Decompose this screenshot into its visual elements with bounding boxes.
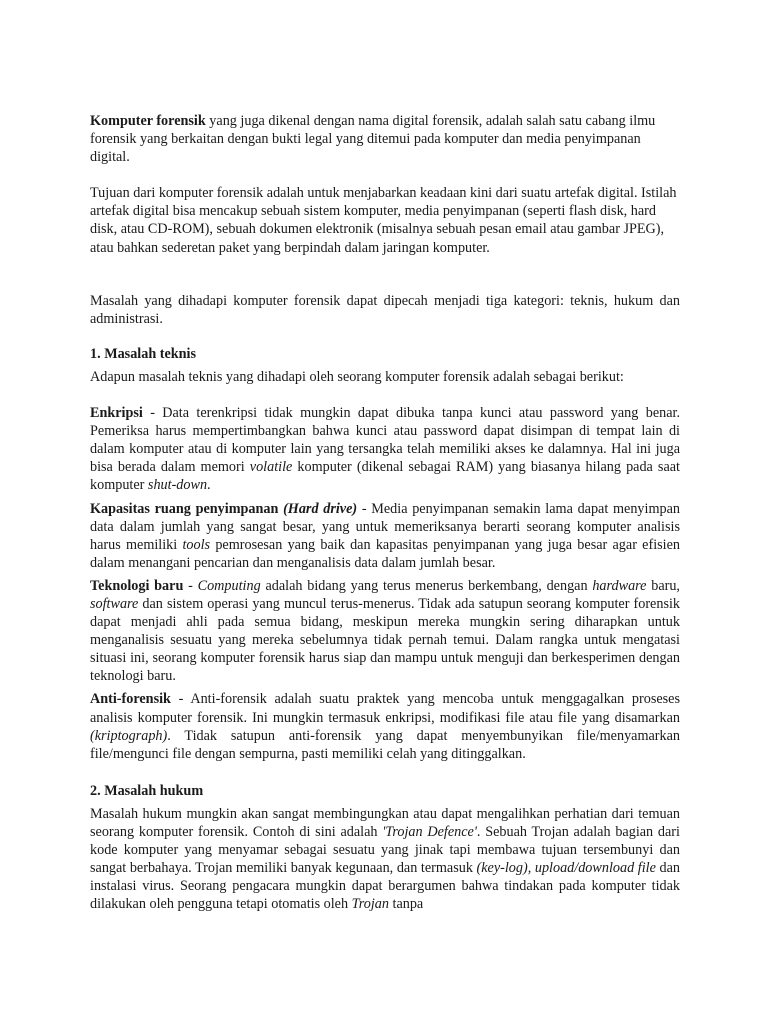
legal-italic-3: Trojan [351, 896, 389, 913]
storage-italic-1: tools [182, 536, 211, 553]
separator: - [142, 405, 163, 422]
storage-title: Kapasitas ruang penyimpanan [90, 500, 279, 517]
storage-title-italic: (Hard drive) [283, 500, 358, 517]
document-body [90, 112, 680, 913]
antiforensic-italic-1: (kriptograph) [90, 727, 168, 744]
storage-paragraph [90, 500, 680, 572]
intro-definition: yang juga dikenal dengan nama digital forensik, adalah salah satu cabang ilmu forensik yang berkaitan dengan bukti legal yang ditemui pada komputer dan media penyimpanan digital. [90, 113, 656, 166]
storage-text-1: Media penyimpanan semakin lama dapat menyimpan data dalam jumlah yang sangat besar, yang untuk memeriksanya berarti seorang komputer analisis harus memiliki [90, 500, 680, 553]
newtech-italic-3: software [90, 595, 139, 612]
legal-italic-2: (key-log), upload/download file [476, 860, 656, 877]
antiforensic-text-1: Anti-forensik adalah suatu praktek yang mencoba untuk menggagalkan proseses analisis komputer forensik. Ini mungkin termasuk enkripsi, modifikasi file atau file yang disamarkan [90, 691, 680, 726]
antiforensic-paragraph [90, 690, 680, 762]
legal-text-3: dan instalasi virus. Seorang pengacara mungkin dapat berargumen bahwa tindakan pada komputer tidak dilakukan oleh pengguna tetapi otomatis oleh [90, 860, 680, 913]
legal-text-2: . Sebuah Trojan adalah bagian dari kode komputer yang menyamar sebagai sesuatu yang jinak tapi membawa tujuan tersembunyi dan sangat berbahaya. Trojan memiliki banyak kegunaan, dan termasuk [90, 824, 680, 877]
problems-intro-paragraph: Masalah yang dihadapi komputer forensik dapat dipecah menjadi tiga kategori: teknis, hukum dan administrasi. [90, 292, 680, 327]
technical-intro-paragraph: Adapun masalah teknis yang dihadapi oleh seorang komputer forensik adalah sebagai berikut: [90, 368, 624, 385]
section-heading-technical: 1. Masalah teknis [90, 345, 197, 362]
encryption-text-2: komputer (dikenal sebagai RAM) yang biasanya hilang pada saat komputer [90, 459, 680, 494]
antiforensic-text-2: . Tidak satupun anti-forensik yang dapat menyembunyikan file/menyamarkan file/mengunci file dengan sempurna, pasti memiliki celah yang ditinggalkan. [90, 727, 680, 762]
intro-term: Komputer forensik [90, 113, 206, 129]
newtech-paragraph [90, 577, 680, 686]
legal-paragraph [90, 805, 680, 914]
newtech-text-1: adalah bidang yang terus menerus berkembang, dengan [260, 577, 593, 594]
intro-paragraph [90, 112, 680, 166]
encryption-italic-1: volatile [249, 459, 293, 476]
separator: - [183, 577, 198, 594]
storage-text-2: pemrosesan yang baik dan kapasitas penyimpanan yang juga besar agar efisien dalam menangani pencarian dan menganalisis data dalam jumlah besar. [90, 536, 680, 571]
legal-text-1: Masalah hukum mungkin akan sangat membingungkan atau dapat mengalihkan perhatian dari temuan seorang komputer forensik. Contoh di sini adalah [90, 805, 680, 840]
encryption-paragraph [90, 404, 680, 494]
section-heading-legal: 2. Masalah hukum [90, 782, 204, 799]
legal-text-4: tanpa [388, 896, 424, 913]
legal-italic-1: 'Trojan Defence' [382, 824, 477, 840]
encryption-italic-2: shut-down [147, 477, 208, 494]
antiforensic-title: Anti-forensik [90, 691, 171, 708]
separator: - [170, 691, 191, 708]
newtech-text-2: baru, [646, 577, 680, 594]
newtech-title: Teknologi baru [90, 577, 184, 594]
encryption-text-1: Data terenkripsi tidak mungkin dapat dibuka tanpa kunci atau password yang benar. Pemeriksa harus mempertimbangkan bahwa kunci atau password dapat disimpan di tempat lain di dalam komputer atau di komputer lain yang tersangka telah memiliki akses ke dalamnya. Hal ini juga bisa berada dalam memori [90, 405, 680, 476]
encryption-title: Enkripsi [90, 405, 143, 422]
separator: - [357, 500, 372, 517]
newtech-italic-2: hardware [592, 577, 647, 594]
newtech-italic-1: Computing [197, 577, 261, 594]
newtech-text-3: dan sistem operasi yang muncul terus-menerus. Tidak ada satupun seorang komputer forensik dapat menjadi ahli pada semua bidang, meskipun mereka mungkin sering diharapkan untuk menganalisis sesuatu yang mereka sebelumnya tidak pernah temui. Dalam rangka untuk mengatasi situasi ini, seorang komputer forensik harus siap dan mampu untuk menguji dan berkesperimen dengan teknologi baru. [90, 595, 680, 685]
purpose-paragraph: Tujuan dari komputer forensik adalah untuk menjabarkan keadaan kini dari suatu artefak digital. Istilah artefak digital bisa mencakup sebuah sistem komputer, media penyimpanan (seperti flash disk, hard disk, atau CD-ROM), sebuah dokumen elektronik (misalnya sebuah pesan email atau gambar JPEG), atau bahkan sederetan paket yang berpindah dalam jaringan komputer. [90, 185, 677, 256]
encryption-text-3: . [207, 477, 211, 494]
